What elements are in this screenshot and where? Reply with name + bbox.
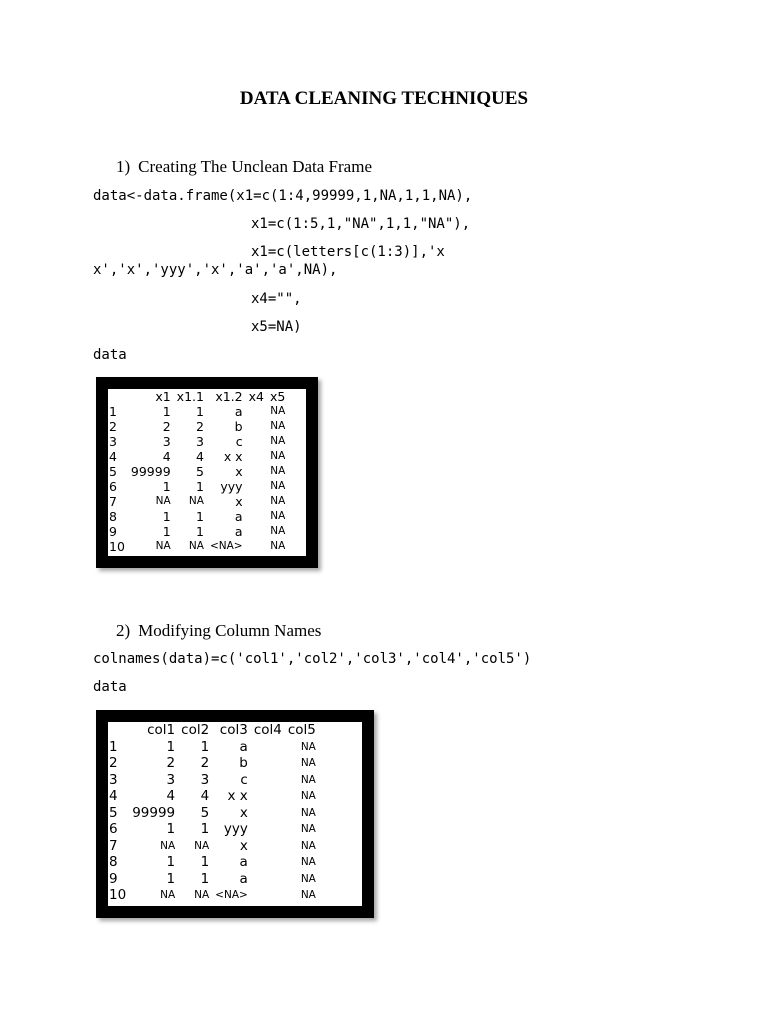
table-cell: 2 [162,419,171,434]
section-1-title: Creating The Unclean Data Frame [138,157,372,176]
table-cell: 1 [200,870,210,887]
table-cell: 4 [166,788,176,804]
table-cell: NA [300,839,316,852]
column-header [108,722,129,739]
row-index: 1 [109,404,117,419]
column-header [108,389,128,404]
table-cell: a [239,870,248,887]
table-cell: 3 [162,434,171,449]
row-index: 2 [109,755,118,771]
table-row [108,838,319,855]
table-row [108,434,288,449]
table-cell: NA [155,540,171,552]
table-cell: 1 [196,509,204,524]
table-cell [251,772,285,789]
row-index: 10 [109,539,125,554]
row-index: 9 [109,870,118,887]
print-data-1: data [93,347,127,363]
section-2-title: Modifying Column Names [138,621,322,640]
table-cell: NA [270,495,286,507]
table-row [108,449,288,464]
table-row [108,871,319,888]
table-cell: 5 [196,464,204,479]
table-cell: NA [300,872,316,885]
table-cell: a [239,854,248,870]
table-cell: 1 [162,404,171,419]
row-index: 4 [109,449,117,464]
row-index: 8 [109,509,117,524]
column-header: x4 [248,389,264,404]
data-frame-table-2 [108,722,319,904]
table-cell: NA [270,540,286,552]
table-cell: a [234,509,243,524]
column-header: col5 [287,722,316,738]
table-row [108,419,288,434]
code-line-4: x','x','yyy','x','a','a',NA), [93,262,338,278]
table-cell: 99999 [132,804,176,821]
column-header: col4 [253,722,282,738]
code-line-6: x5=NA) [251,319,302,335]
table-cell: NA [270,435,286,447]
table-row [108,494,288,509]
table-cell: b [239,755,248,771]
section-1-heading [116,157,372,177]
table-row [108,464,288,479]
column-header: col3 [219,722,248,738]
table-row [108,479,288,494]
table-cell: 1 [200,821,210,837]
table-row [108,821,319,838]
table-cell: 3 [200,771,210,788]
table-cell: NA [188,540,204,552]
table-cell: 1 [196,479,204,494]
table-cell [246,449,267,464]
table-cell [246,494,267,509]
row-index: 9 [109,524,117,539]
table-cell: 1 [162,524,171,539]
table-cell: x [235,464,243,479]
table-cell: 1 [162,509,171,524]
table-cell: 1 [196,524,204,539]
section-2-heading [116,621,321,641]
table-cell: 1 [200,738,210,755]
row-index: 6 [109,479,117,494]
table-cell: 99999 [130,464,171,479]
table-cell: x x [223,449,243,464]
table-cell: 4 [200,788,210,804]
column-header: x5 [269,389,286,404]
code-colnames: colnames(data)=c('col1','col2','col3','col4','col5') [93,651,532,667]
row-index: 5 [109,464,117,479]
table-cell: NA [155,495,171,507]
table-row [108,539,288,554]
table-cell: x [239,837,248,854]
print-data-2: data [93,679,127,695]
table-cell [246,464,267,479]
table-cell [251,788,285,805]
table-cell: 1 [196,404,204,419]
row-index: 3 [109,434,117,449]
table-cell [251,821,285,838]
row-index: 3 [109,771,118,788]
table-cell [251,887,285,904]
code-line-3: x1=c(letters[c(1:3)],'x [251,244,445,260]
table-cell [246,419,267,434]
table-cell: <NA> [209,540,243,552]
code-line-1: data<-data.frame(x1=c(1:4,99999,1,NA,1,1,NA), [93,188,473,204]
row-index: 5 [109,804,118,821]
table-row [108,755,319,772]
table-header-row [108,722,319,739]
table-cell: NA [270,450,286,462]
table-cell [251,838,285,855]
table-cell [251,755,285,772]
table-cell [246,479,267,494]
table-cell [246,524,267,539]
table-cell: x [235,494,243,509]
table-cell: 1 [162,479,171,494]
table-cell: NA [300,740,316,753]
table-cell: NA [270,405,286,417]
row-index: 6 [109,821,118,837]
table-cell: x x [227,788,248,804]
column-header: x1 [155,389,171,404]
code-line-5: x4="", [251,291,302,307]
table-cell [246,509,267,524]
table-cell: 1 [166,738,176,755]
table-cell: 1 [166,854,176,870]
table-cell: yyy [220,479,243,494]
table-cell: a [234,524,243,539]
table-cell [251,805,285,822]
row-index: 10 [109,887,127,903]
row-index: 2 [109,419,117,434]
output-screenshot-2 [96,710,374,918]
table-row [108,854,319,871]
table-cell: NA [270,420,286,432]
table-cell [251,871,285,888]
table-row [108,772,319,789]
table-cell [251,739,285,756]
table-cell: NA [300,823,316,835]
row-index: 7 [109,837,118,854]
table-cell: NA [300,790,316,802]
table-cell: b [234,419,243,434]
table-cell: NA [300,856,316,868]
table-cell: NA [300,773,316,786]
table-row [108,788,319,805]
table-cell: NA [300,757,316,769]
table-cell: NA [194,839,210,852]
table-cell: 1 [166,821,176,837]
row-index: 1 [109,738,118,755]
table-cell: 3 [166,771,176,788]
table-row [108,805,319,822]
table-cell: 2 [200,755,210,771]
table-cell: c [235,434,243,449]
row-index: 8 [109,854,118,870]
document-title: DATA CLEANING TECHNIQUES [239,88,529,109]
table-cell: NA [188,495,204,507]
row-index: 7 [109,494,117,509]
table-row [108,509,288,524]
column-header: x1.1 [176,389,204,404]
table-row [108,887,319,904]
table-cell: NA [300,889,316,901]
table-cell: NA [194,889,210,901]
table-cell: 4 [196,449,204,464]
table-cell: NA [270,465,286,477]
section-2-number: 2) [116,621,131,640]
table-cell [246,539,267,554]
table-row [108,739,319,756]
table-cell [246,434,267,449]
section-1-number: 1) [116,157,131,176]
table-cell: NA [160,839,176,852]
column-header: col1 [147,722,176,738]
table-cell: x [239,804,248,821]
table-cell [251,854,285,871]
table-cell: 5 [200,804,210,821]
table-cell: 3 [196,434,204,449]
table-cell: 1 [166,870,176,887]
table-row [108,524,288,539]
table-cell: yyy [223,821,248,837]
table-cell: NA [270,480,286,492]
row-index: 4 [109,788,118,804]
table-row [108,404,288,419]
output-screenshot-1 [96,377,318,568]
table-cell: NA [270,525,286,537]
column-header: x1.2 [215,389,243,404]
table-cell: 2 [166,755,176,771]
table-cell [246,404,267,419]
table-cell: <NA> [215,889,248,901]
data-frame-table-1 [108,389,288,554]
table-cell: 2 [196,419,204,434]
table-cell: NA [270,510,286,522]
table-header-row [108,389,288,404]
table-cell: 1 [200,854,210,870]
column-header: col2 [181,722,210,738]
table-cell: a [239,738,248,755]
table-cell: 4 [162,449,171,464]
code-line-2: x1=c(1:5,1,"NA",1,1,"NA"), [251,216,471,232]
table-cell: NA [160,889,176,901]
table-cell: a [234,404,243,419]
table-cell: NA [300,806,316,819]
table-cell: c [240,771,248,788]
